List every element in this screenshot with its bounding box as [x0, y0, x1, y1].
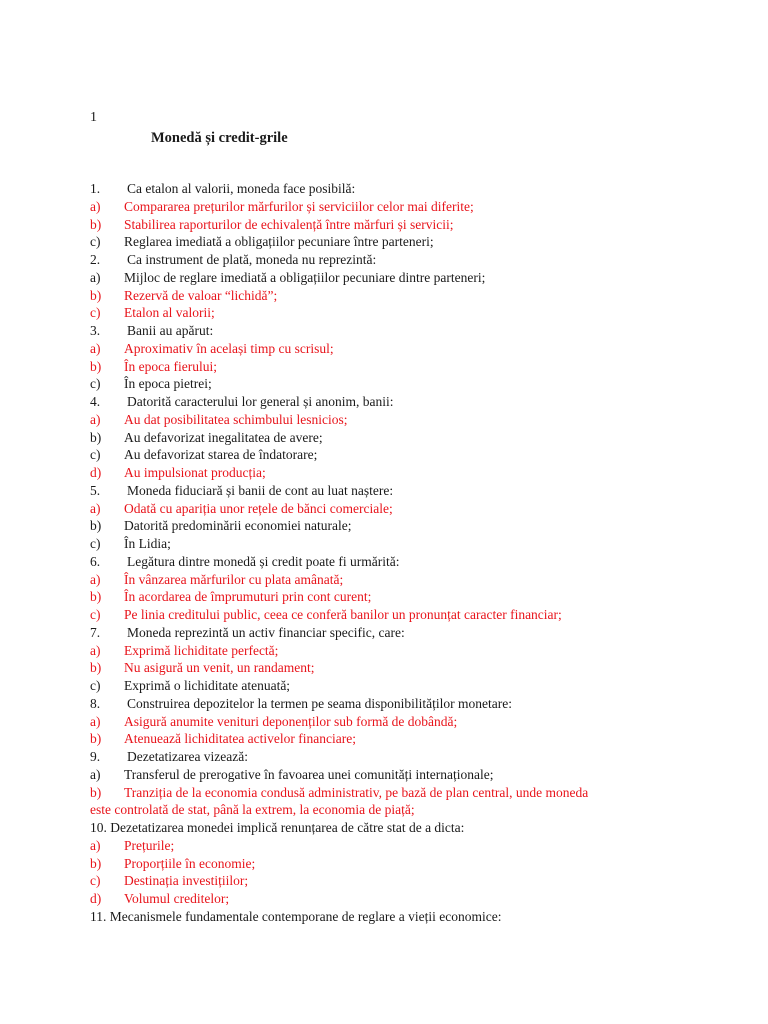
line-text: În Lidia;	[124, 536, 171, 551]
line-marker: a)	[90, 500, 101, 516]
line-text: Asigură anumite venituri deponenților sub formă de dobândă;	[124, 713, 458, 729]
answer-option	[90, 784, 690, 802]
answer-option	[90, 642, 690, 660]
line-marker: c)	[90, 305, 101, 321]
question-line	[90, 624, 690, 642]
line-text: 11. Mecanismele fundamentale contemporane de reglare a vieții economice:	[90, 908, 502, 924]
answer-option	[90, 500, 690, 518]
line-text: Stabilirea raporturilor de echivalență între mărfuri și servicii;	[124, 216, 454, 232]
line-text: Construirea depozitelor la termen pe seama disponibilităților monetare:	[127, 695, 513, 711]
answer-option	[90, 429, 690, 447]
page-title: Monedă și credit-grile	[151, 130, 288, 146]
answer-option	[90, 216, 690, 234]
line-marker: 7.	[90, 624, 101, 640]
line-marker: 9.	[90, 749, 101, 764]
line-text: Exprimă o lichiditate atenuată;	[124, 678, 291, 693]
line-text: Legătura dintre monedă și credit poate fi urmărită:	[127, 553, 400, 569]
line-text: Pe linia creditului public, ceea ce conferă banilor un pronunțat caracter financiar;	[124, 607, 562, 622]
question-line	[90, 695, 690, 713]
answer-option	[90, 233, 690, 251]
line-marker: 5.	[90, 482, 101, 498]
question-line	[90, 748, 690, 766]
answer-option	[90, 446, 690, 464]
line-text: În vânzarea mărfurilor cu plata amânată;	[124, 571, 344, 587]
answer-option	[90, 872, 690, 890]
answer-option	[90, 340, 690, 358]
line-text: Reglarea imediată a obligațiilor pecuniare între parteneri;	[124, 234, 434, 250]
line-text: Prețurile;	[124, 837, 175, 853]
line-text: Moneda reprezintă un activ financiar specific, care:	[127, 624, 405, 640]
line-marker: b)	[90, 429, 102, 445]
line-text: Volumul creditelor;	[124, 891, 230, 906]
question-line	[90, 180, 690, 198]
line-marker: b)	[90, 784, 102, 800]
line-marker: b)	[90, 589, 102, 605]
line-marker: a)	[90, 269, 101, 285]
line-text: Moneda fiduciară și banii de cont au luat naștere:	[127, 482, 394, 498]
line-marker: b)	[90, 855, 102, 871]
line-text: Banii au apărut:	[127, 323, 214, 338]
line-marker: a)	[90, 198, 101, 214]
line-text: Compararea prețurilor mărfurilor și serviciilor celor mai diferite;	[124, 198, 474, 214]
line-marker: b)	[90, 731, 102, 747]
answer-option	[90, 588, 690, 606]
question-line	[90, 553, 690, 571]
line-marker: c)	[90, 376, 101, 392]
line-text: Proporțiile în economie;	[124, 855, 256, 871]
answer-option	[90, 464, 690, 482]
line-marker: b)	[90, 518, 102, 534]
line-marker: c)	[90, 873, 101, 889]
question-list	[90, 180, 690, 926]
line-text: este controlată de stat, până la extrem, la economia de piață;	[90, 802, 415, 818]
answer-option	[90, 198, 690, 216]
answer-option	[90, 730, 690, 748]
line-marker: d)	[90, 891, 102, 906]
answer-option	[90, 713, 690, 731]
answer-option	[90, 837, 690, 855]
answer-option	[90, 269, 690, 287]
answer-option	[90, 571, 690, 589]
line-marker: 2.	[90, 252, 101, 267]
line-marker: a)	[90, 340, 101, 356]
text-line	[90, 801, 690, 819]
line-marker: c)	[90, 447, 101, 463]
line-marker: a)	[90, 837, 101, 853]
answer-option	[90, 304, 690, 322]
line-marker: a)	[90, 713, 101, 729]
line-text: În epoca fierului;	[124, 358, 217, 374]
line-text: În acordarea de împrumuturi prin cont curent;	[124, 589, 372, 605]
line-text: Tranziția de la economia condusă administrativ, pe bază de plan central, unde moneda	[124, 784, 589, 800]
question-line	[90, 482, 690, 500]
line-text: Exprimă lichiditate perfectă;	[124, 642, 279, 658]
line-marker: b)	[90, 358, 102, 374]
line-text: Etalon al valorii;	[124, 305, 215, 321]
line-text: Datorită predominării economiei naturale;	[124, 518, 352, 534]
line-text: Ca etalon al valorii, moneda face posibilă:	[127, 181, 356, 196]
line-text: Mijloc de reglare imediată a obligațiilor pecuniare dintre parteneri;	[124, 269, 486, 285]
line-marker: a)	[90, 571, 101, 587]
line-text: Nu asigură un venit, un randament;	[124, 660, 315, 676]
line-text: Dezetatizarea vizează:	[127, 749, 249, 764]
answer-option	[90, 375, 690, 393]
line-marker: c)	[90, 678, 101, 693]
line-text: Aproximativ în același timp cu scrisul;	[124, 340, 334, 356]
question-line	[90, 393, 690, 411]
line-marker: a)	[90, 766, 101, 782]
line-marker: a)	[90, 411, 101, 427]
text-line	[90, 819, 690, 837]
line-text: Datorită caracterului lor general și anonim, banii:	[127, 394, 394, 409]
line-marker: c)	[90, 234, 101, 250]
line-marker: c)	[90, 536, 101, 551]
line-text: Atenuează lichiditatea activelor financiare;	[124, 731, 356, 747]
line-text: Rezervă de valoar “lichidă”;	[124, 287, 278, 303]
line-marker: c)	[90, 607, 101, 622]
line-marker: 4.	[90, 394, 101, 409]
line-text: 10. Dezetatizarea monedei implică renunțarea de către stat de a dicta:	[90, 820, 465, 835]
answer-option	[90, 287, 690, 305]
answer-option	[90, 606, 690, 624]
line-text: Au impulsionat producția;	[124, 465, 266, 480]
line-text: Au dat posibilitatea schimbului lesnicios;	[124, 411, 348, 427]
line-marker: a)	[90, 642, 101, 658]
line-text: În epoca pietrei;	[124, 376, 212, 392]
question-line	[90, 251, 690, 269]
line-marker: b)	[90, 287, 102, 303]
answer-option	[90, 766, 690, 784]
answer-option	[90, 659, 690, 677]
answer-option	[90, 517, 690, 535]
line-marker: 1.	[90, 181, 101, 196]
line-marker: b)	[90, 216, 102, 232]
answer-option	[90, 358, 690, 376]
line-text: Odată cu apariția unor rețele de bănci comerciale;	[124, 500, 393, 516]
line-marker: 3.	[90, 323, 101, 338]
line-marker: d)	[90, 465, 102, 480]
answer-option	[90, 535, 690, 553]
answer-option	[90, 411, 690, 429]
line-marker: b)	[90, 660, 102, 676]
line-text: Au defavorizat starea de îndatorare;	[124, 447, 318, 463]
answer-option	[90, 677, 690, 695]
line-text: Destinația investițiilor;	[124, 873, 249, 889]
line-text: Transferul de prerogative în favoarea unei comunități internaționale;	[124, 766, 494, 782]
question-line	[90, 322, 690, 340]
line-text: Ca instrument de plată, moneda nu reprezintă:	[127, 252, 377, 267]
text-line	[90, 908, 690, 926]
answer-option	[90, 890, 690, 908]
answer-option	[90, 855, 690, 873]
page-number: 1	[90, 110, 97, 125]
line-marker: 6.	[90, 553, 101, 569]
line-text: Au defavorizat inegalitatea de avere;	[124, 429, 323, 445]
line-marker: 8.	[90, 695, 101, 711]
